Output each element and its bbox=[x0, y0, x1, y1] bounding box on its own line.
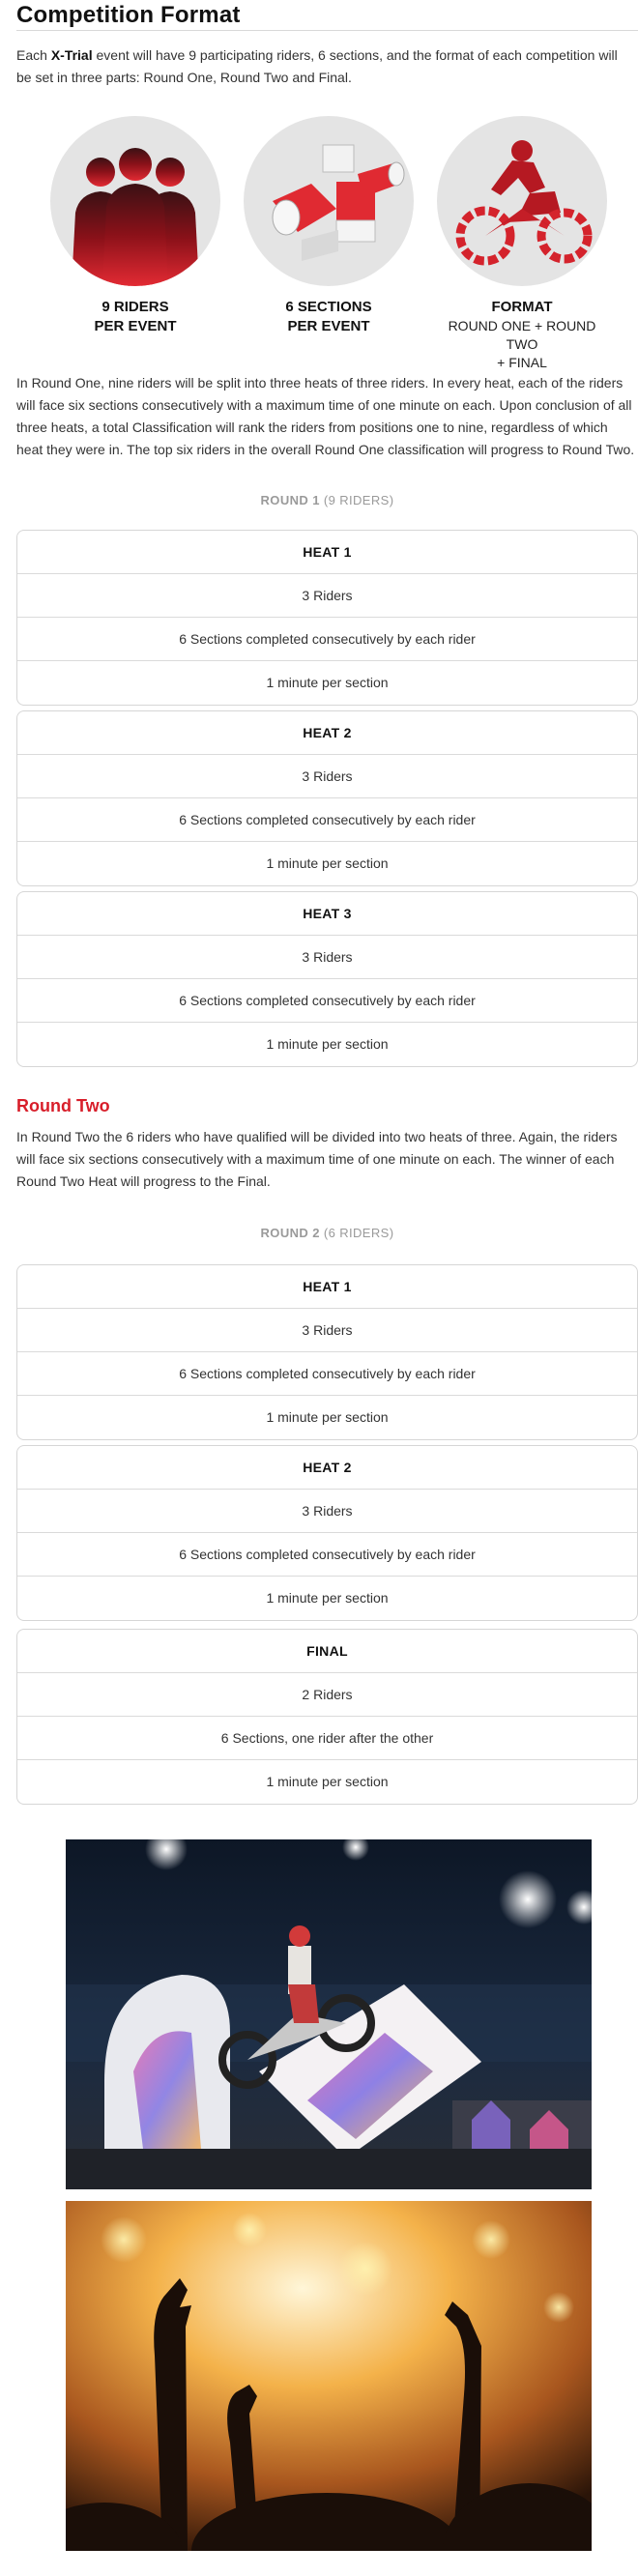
heat-title: HEAT 1 bbox=[17, 531, 637, 574]
stat-sections-line1: 6 SECTIONS bbox=[285, 299, 372, 315]
intro-paragraph bbox=[16, 44, 635, 89]
round-two-paragraph: In Round Two the 6 riders who have qualified will be divided into two heats of three. Again, the riders will face six sections consecutively with a maximum time of one minute on each. The winner of each Round Two Heat will progress to the Final. bbox=[16, 1129, 618, 1189]
heat-sections: 6 Sections, one rider after the other bbox=[17, 1717, 637, 1760]
heat-sections: 6 Sections completed consecutively by each rider bbox=[17, 798, 637, 842]
heat-sections: 6 Sections completed consecutively by each rider bbox=[17, 1352, 637, 1396]
round-one-title: ROUND 1 bbox=[260, 493, 320, 507]
stat-sections bbox=[244, 116, 414, 336]
heat-riders: 3 Riders bbox=[17, 1309, 637, 1352]
heat-time: 1 minute per section bbox=[266, 675, 389, 690]
heat-time: 1 minute per section bbox=[266, 1409, 389, 1425]
round-one-label bbox=[16, 493, 638, 507]
round-two-heat-1 bbox=[16, 1264, 638, 1440]
round-one-paragraph: In Round One, nine riders will be split into three heats of three riders. In every heat, each of the riders will face six sections consecutively with a maximum time of one minute on each. Upon conclusion of all three heats, a total Classification will rank the riders from positions one to nine, regardless of which heat they were in. The top six riders in the overall Round One classification will progress to Round Two. bbox=[16, 375, 635, 457]
round-two-riders: (6 RIDERS) bbox=[323, 1226, 394, 1240]
heat-time: 1 minute per section bbox=[266, 1036, 389, 1052]
stat-format-label bbox=[437, 298, 607, 372]
round-one-heat-3 bbox=[16, 891, 638, 1067]
intro-prefix: Each bbox=[16, 47, 51, 63]
heat-sections: 6 Sections completed consecutively by each rider bbox=[17, 1533, 637, 1577]
heat-riders: 2 Riders bbox=[17, 1673, 637, 1717]
heat-title: HEAT 2 bbox=[17, 1446, 637, 1490]
heat-riders: 3 Riders bbox=[17, 936, 637, 979]
heat-time: 1 minute per section bbox=[266, 1590, 389, 1606]
sections-obstacles-icon bbox=[244, 116, 414, 286]
heat-title: FINAL bbox=[17, 1630, 637, 1673]
stat-format-line1: FORMAT bbox=[491, 299, 553, 315]
arena-rider-photo bbox=[66, 1839, 592, 2189]
heat-title: HEAT 2 bbox=[17, 711, 637, 755]
heat-sections: 6 Sections completed consecutively by each rider bbox=[17, 618, 637, 661]
round-two-label bbox=[16, 1226, 638, 1240]
heat-title: HEAT 1 bbox=[17, 1265, 637, 1309]
heat-title: HEAT 3 bbox=[17, 892, 637, 936]
intro-suffix: event will have 9 participating riders, 6 sections, and the format of each competition will be set in three parts: Round One, Round Two and Final. bbox=[16, 47, 618, 85]
heat-riders: 3 Riders bbox=[17, 574, 637, 618]
stat-riders-line2: PER EVENT bbox=[94, 318, 177, 334]
heat-time: 1 minute per section bbox=[266, 1774, 389, 1789]
stat-format-line2: ROUND ONE + ROUND TWO bbox=[448, 318, 596, 352]
round-two-heat-2 bbox=[16, 1445, 638, 1621]
round-one-riders: (9 RIDERS) bbox=[323, 493, 394, 507]
stat-riders bbox=[50, 116, 220, 336]
round-one-heat-2 bbox=[16, 710, 638, 886]
stat-sections-line2: PER EVENT bbox=[287, 318, 370, 334]
stat-format-line3: + FINAL bbox=[497, 355, 547, 370]
stat-sections-label bbox=[244, 298, 414, 336]
riders-silhouette-icon bbox=[50, 116, 220, 286]
title-divider bbox=[16, 30, 638, 31]
heat-sections: 6 Sections completed consecutively by each rider bbox=[17, 979, 637, 1023]
final-heat bbox=[16, 1629, 638, 1805]
stat-riders-line1: 9 RIDERS bbox=[102, 299, 169, 315]
heat-riders: 3 Riders bbox=[17, 1490, 637, 1533]
crowd-hands-photo bbox=[66, 2201, 592, 2551]
trial-bike-icon bbox=[437, 116, 607, 286]
round-two-title: ROUND 2 bbox=[260, 1226, 320, 1240]
stat-riders-label bbox=[50, 298, 220, 336]
heat-time: 1 minute per section bbox=[266, 855, 389, 871]
stat-format bbox=[437, 116, 607, 372]
round-one-heat-1 bbox=[16, 530, 638, 706]
page-title: Competition Format bbox=[16, 2, 241, 28]
event-name: X-Trial bbox=[50, 47, 93, 63]
round-two-heading: Round Two bbox=[16, 1096, 110, 1115]
heat-riders: 3 Riders bbox=[17, 755, 637, 798]
